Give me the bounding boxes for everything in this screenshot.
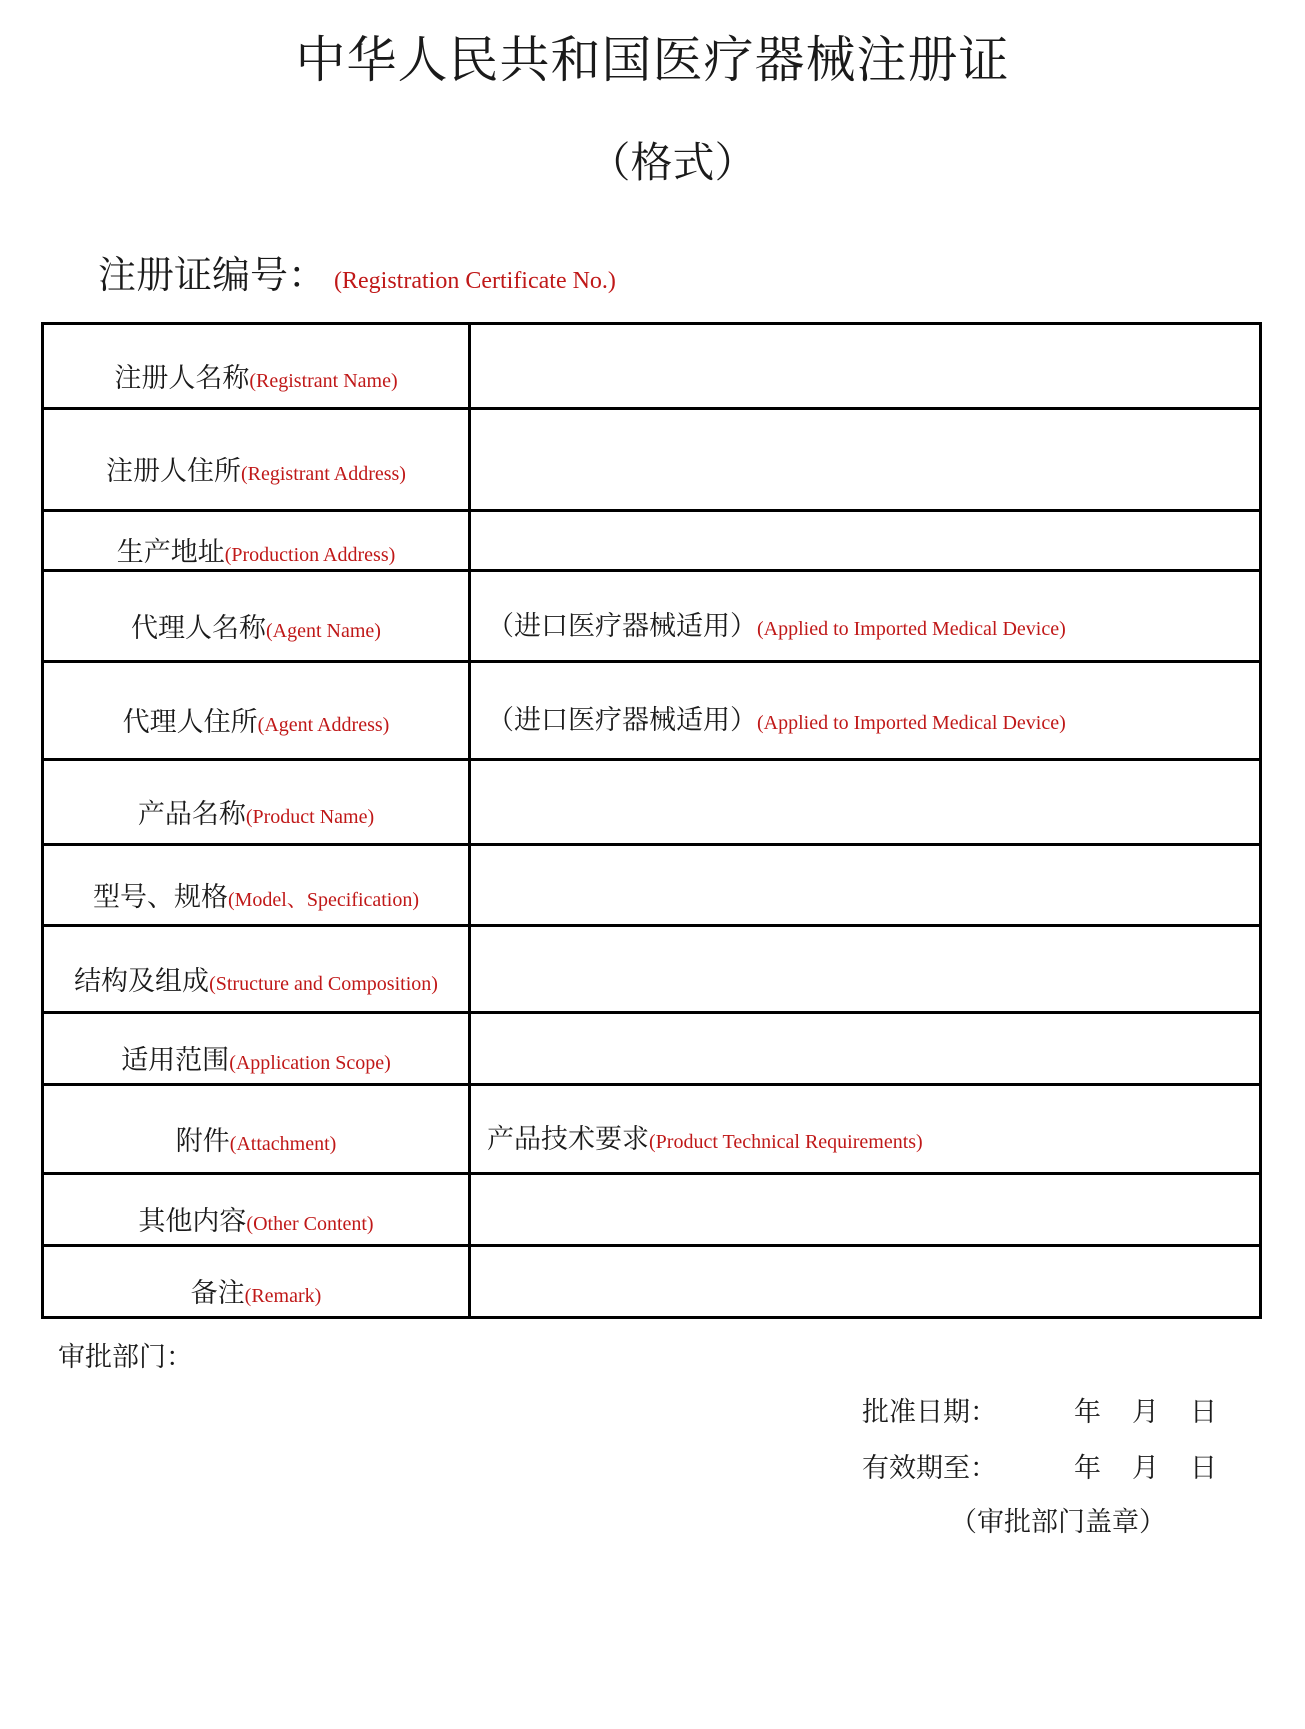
table-row xyxy=(43,511,1261,571)
valid-until: 有效期至： 年 月 日 xyxy=(862,1453,1217,1484)
table-row xyxy=(43,409,1261,511)
approval-date-label: 批准日期： xyxy=(862,1397,997,1428)
field-value[interactable] xyxy=(470,1246,1261,1318)
field-value[interactable] xyxy=(470,845,1261,926)
table-row xyxy=(43,760,1261,845)
table-row xyxy=(43,845,1261,926)
field-label: 生产地址(Production Address) xyxy=(43,511,470,571)
table-row xyxy=(43,926,1261,1013)
document-title: 中华人民共和国医疗器械注册证 xyxy=(295,31,1010,89)
document-subtitle: （格式） xyxy=(588,138,757,187)
field-value[interactable] xyxy=(470,1013,1261,1085)
field-value[interactable] xyxy=(470,760,1261,845)
table-row xyxy=(43,324,1261,409)
table-row xyxy=(43,662,1261,760)
field-label: 备注(Remark) xyxy=(43,1246,470,1318)
certificate-number xyxy=(98,244,616,299)
field-value[interactable] xyxy=(470,926,1261,1013)
field-label: 附件(Attachment) xyxy=(43,1085,470,1174)
field-value[interactable] xyxy=(470,1174,1261,1246)
certificate-table xyxy=(41,322,1262,1319)
field-value[interactable] xyxy=(470,511,1261,571)
field-label: 适用范围(Application Scope) xyxy=(43,1013,470,1085)
approval-department-label: 审批部门： xyxy=(58,1342,193,1373)
certificate-number-label-en: (Registration Certificate No.) xyxy=(334,268,616,294)
field-value[interactable] xyxy=(470,324,1261,409)
field-label: 注册人名称(Registrant Name) xyxy=(43,324,470,409)
approval-date: 批准日期： 年 月 日 xyxy=(862,1397,1217,1428)
table-row xyxy=(43,1013,1261,1085)
seal-note: （审批部门盖章） xyxy=(950,1507,1166,1538)
field-label: 结构及组成(Structure and Composition) xyxy=(43,926,470,1013)
table-row xyxy=(43,1174,1261,1246)
field-label: 其他内容(Other Content) xyxy=(43,1174,470,1246)
field-label: 型号、规格(Model、Specification) xyxy=(43,845,470,926)
field-value[interactable]: （进口医疗器械适用）(Applied to Imported Medical Device) xyxy=(470,571,1261,662)
field-label: 代理人住所(Agent Address) xyxy=(43,662,470,760)
field-value[interactable] xyxy=(470,409,1261,511)
table-row xyxy=(43,571,1261,662)
table-row xyxy=(43,1246,1261,1318)
certificate-number-label: 注册证编号： xyxy=(98,253,327,297)
field-label: 产品名称(Product Name) xyxy=(43,760,470,845)
valid-until-label: 有效期至： xyxy=(862,1453,997,1484)
table-row xyxy=(43,1085,1261,1174)
field-label: 代理人名称(Agent Name) xyxy=(43,571,470,662)
field-value[interactable]: （进口医疗器械适用）(Applied to Imported Medical Device) xyxy=(470,662,1261,760)
field-label: 注册人住所(Registrant Address) xyxy=(43,409,470,511)
field-value[interactable]: 产品技术要求(Product Technical Requirements) xyxy=(470,1085,1261,1174)
